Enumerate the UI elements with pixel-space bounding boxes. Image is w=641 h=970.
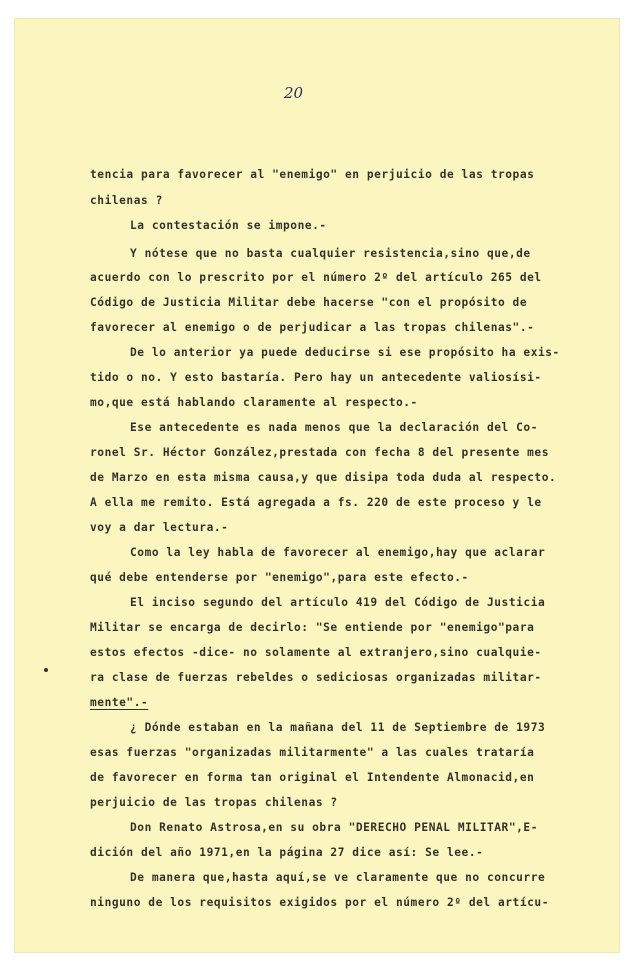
text-line: De lo anterior ya puede deducirse si ese propósito ha exis- [130, 346, 560, 359]
text-line: Código de Justicia Militar debe hacerse "con el propósito de [90, 296, 528, 309]
text-line: tido o no. Y esto bastaría. Pero hay un antecedente valiosísi- [90, 371, 542, 384]
text-line: dición del año 1971,en la página 27 dice así: Se lee.- [90, 846, 484, 859]
text-line: mo,que está hablando claramente al respecto.- [90, 396, 418, 409]
text-line: Como la ley habla de favorecer al enemigo,hay que aclarar [130, 546, 546, 559]
text-line: ronel Sr. Héctor González,prestada con fecha 8 del presente mes [90, 446, 549, 459]
text-line: Don Renato Astrosa,en su obra "DERECHO PENAL MILITAR",E- [130, 821, 538, 834]
margin-dot [44, 668, 48, 672]
text-line: ra clase de fuerzas rebeldes o sediciosas organizadas militar- [90, 671, 542, 684]
text-line: La contestación se impone.- [130, 219, 327, 232]
text-line: El inciso segundo del artículo 419 del Código de Justicia [130, 596, 546, 609]
text-line: chilenas ? [90, 194, 163, 207]
document-page [14, 18, 620, 953]
text-line: de favorecer en forma tan original el Intendente Almonacid,en [90, 771, 535, 784]
text-line: qué debe entenderse por "enemigo",para este efecto.- [90, 571, 469, 584]
text-line: acuerdo con lo prescrito por el número 2º del artículo 265 del [90, 271, 542, 284]
text-line: De manera que,hasta aquí,se ve claramente que no concurre [130, 871, 546, 884]
text-line: favorecer al enemigo o de perjudicar a las tropas chilenas".- [90, 321, 535, 334]
text-line: Y nótese que no basta cualquier resistencia,sino que,de [130, 247, 531, 260]
text-line: ¿ Dónde estaban en la mañana del 11 de Septiembre de 1973 [130, 721, 546, 734]
text-line: voy a dar lectura.- [90, 521, 229, 534]
text-line: mente".- [90, 696, 149, 709]
text-line: de Marzo en esta misma causa,y que disipa toda duda al respecto. [90, 471, 557, 484]
text-line: ninguno de los requisitos exigidos por el número 2º del artícu- [90, 896, 549, 909]
text-line: Militar se encarga de decirlo: "Se entiende por "enemigo"para [90, 621, 535, 634]
text-line: Ese antecedente es nada menos que la declaración del Co- [130, 421, 538, 434]
page-number: 20 [284, 84, 304, 102]
text-line: perjuicio de las tropas chilenas ? [90, 796, 338, 809]
text-line: estos efectos -dice- no solamente al extranjero,sino cualquie- [90, 646, 542, 659]
text-line: A ella me remito. Está agregada a fs. 220 de este proceso y le [90, 496, 542, 509]
typed-text-body [14, 18, 620, 953]
text-line: tencia para favorecer al "enemigo" en perjuicio de las tropas [90, 168, 535, 181]
text-line: esas fuerzas "organizadas militarmente" a las cuales trataría [90, 746, 535, 759]
